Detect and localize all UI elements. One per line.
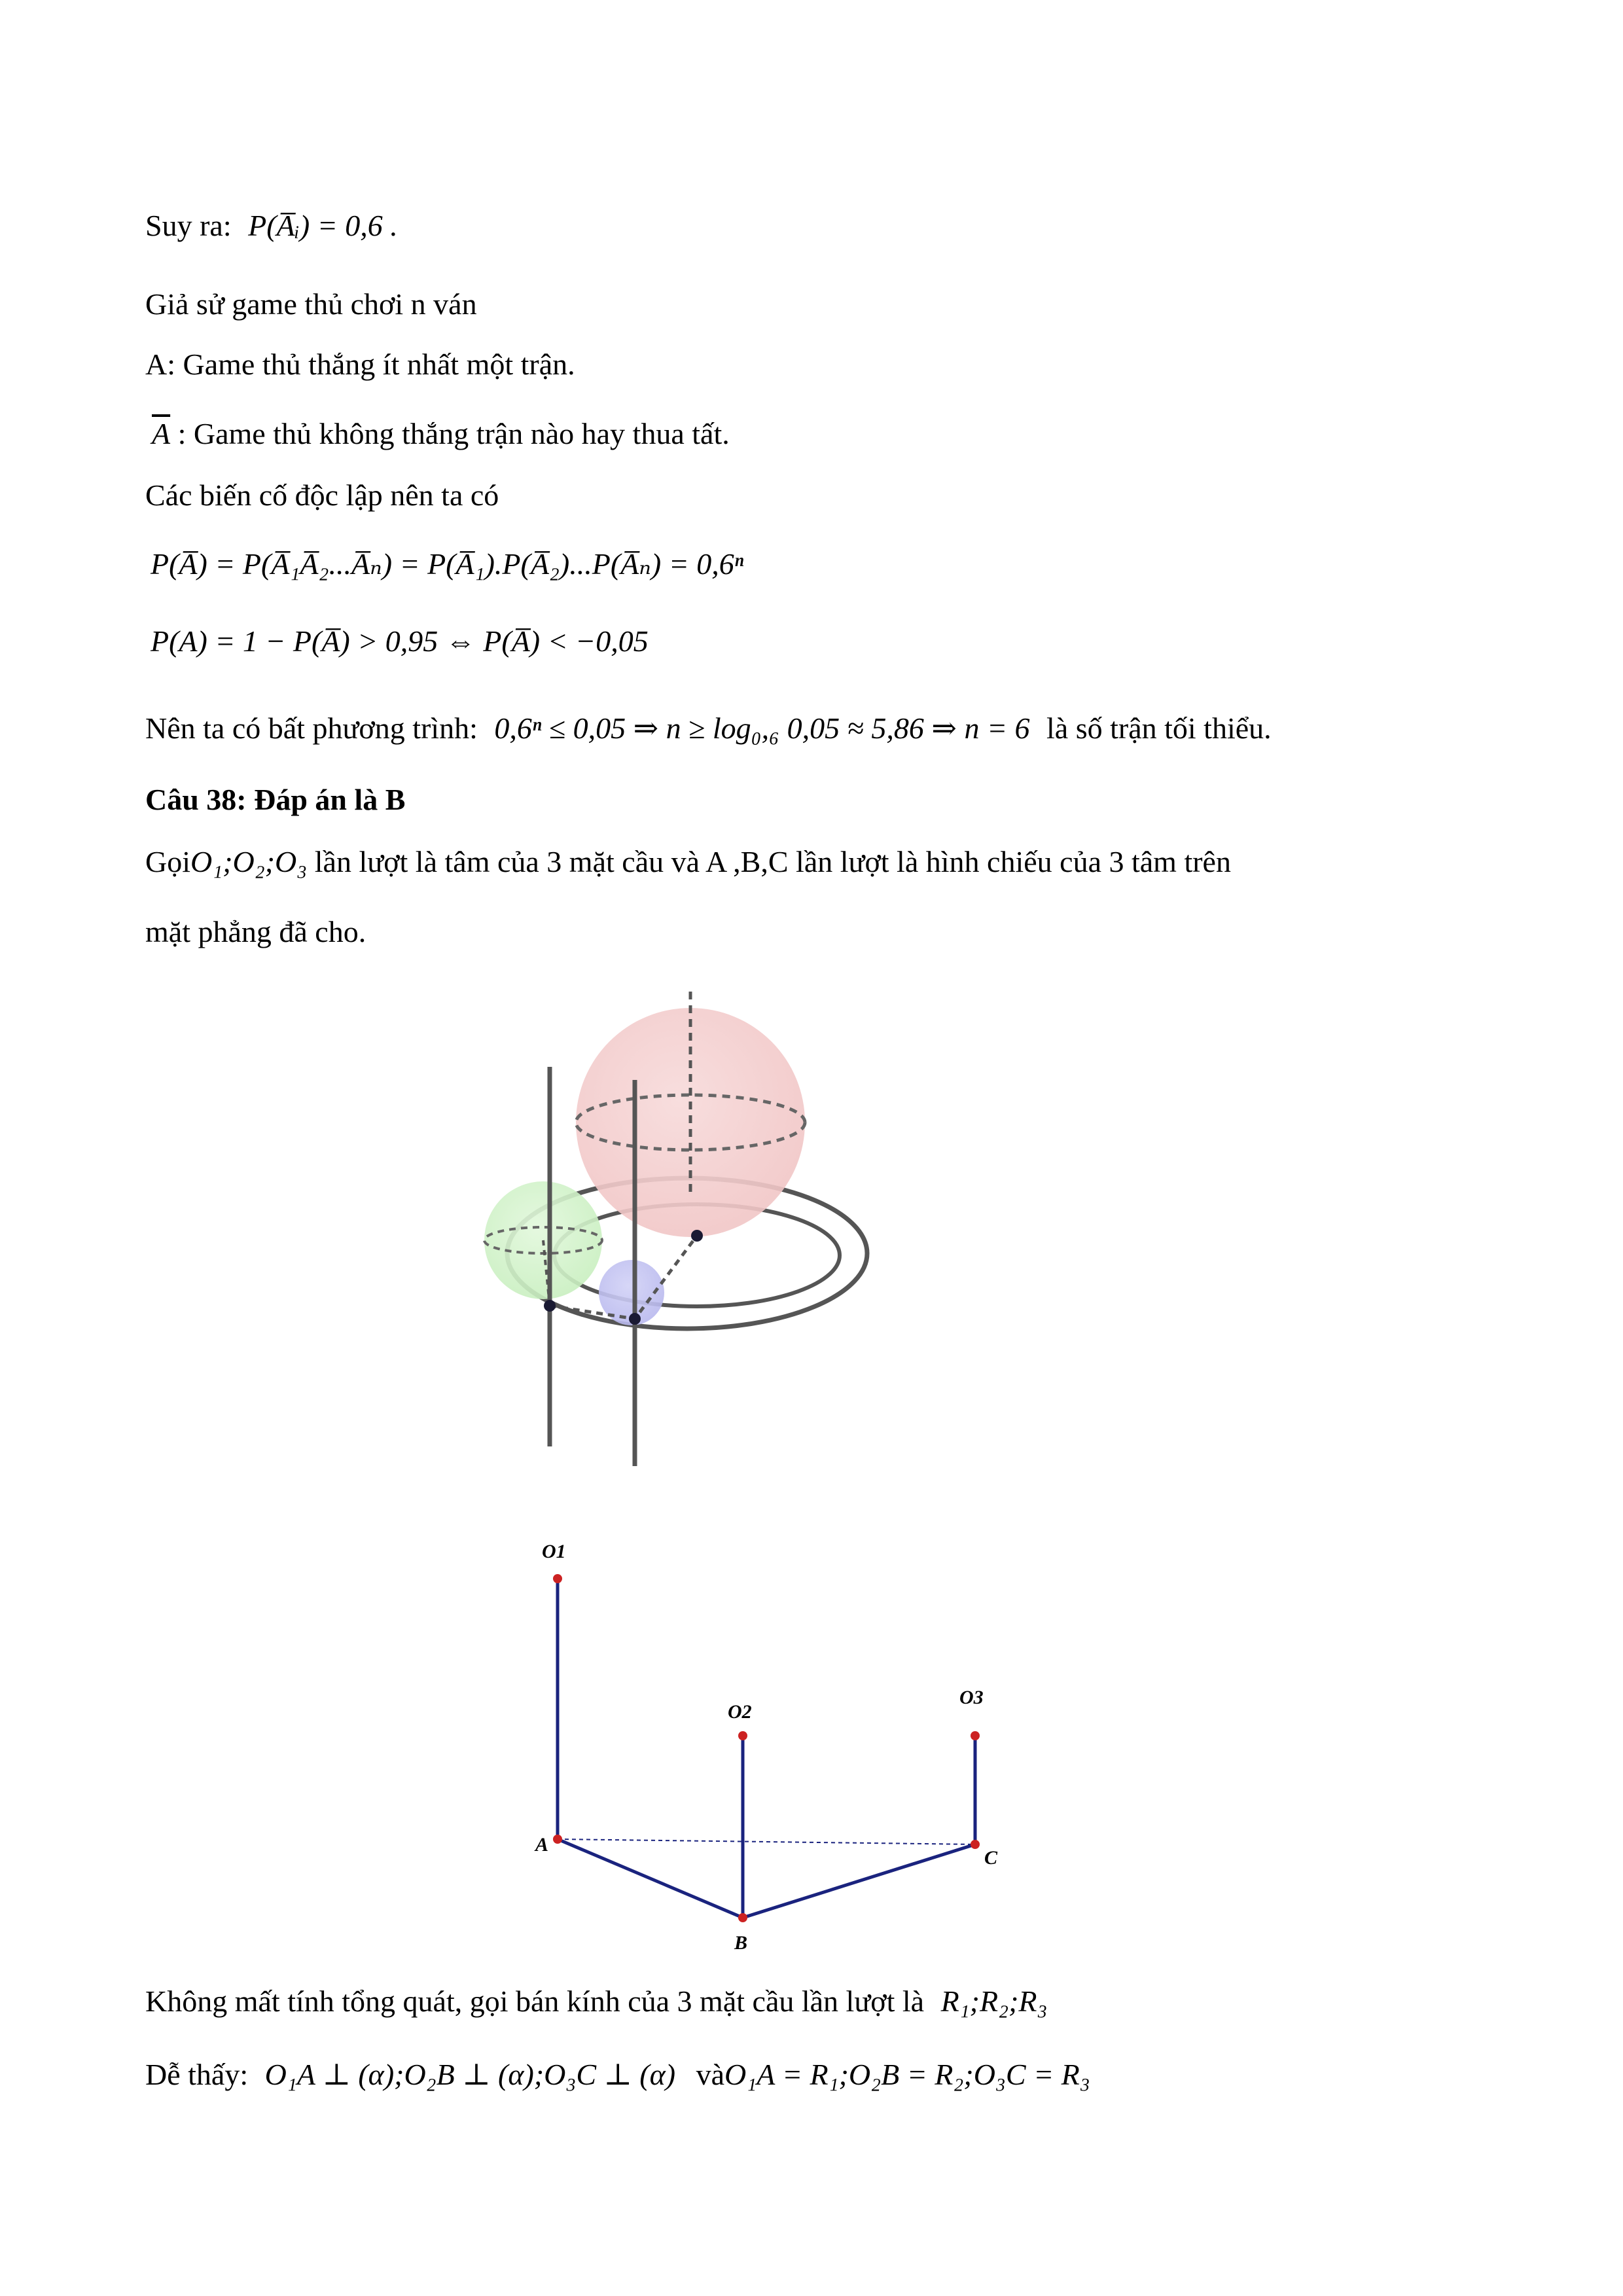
goi-text: lần lượt là tâm của 3 mặt cầu và A ,B,C lần lượt là hình chiếu của 3 tâm trên — [307, 845, 1231, 878]
de-thay-label: Dễ thấy: — [145, 2058, 249, 2091]
label-b: B — [734, 1932, 748, 1950]
not-a-symbol: $\overline{A}$ — [152, 417, 171, 450]
label-a: A — [535, 1834, 549, 1856]
point-o3 — [971, 1731, 980, 1740]
point-b — [738, 1913, 747, 1922]
de-thay-formula-1: O₁A ⊥ (α);O₂B ⊥ (α);O₃C ⊥ (α) — [264, 2058, 676, 2091]
segment-bc — [743, 1844, 975, 1918]
equation-2: P(A) = 1 − P(A̅) > 0,95 ⇔ P(A̅) < −0,05 — [151, 624, 649, 658]
projection-diagram — [517, 1532, 1041, 1950]
goi-prefix: Gọi — [145, 845, 190, 878]
label-o3: O3 — [959, 1687, 984, 1708]
suy-ra-formula: P(A̅ᵢ) = 0,6 . — [248, 209, 398, 242]
khong-mat-line — [145, 1982, 1048, 2021]
goi-centers: O₁;O₂;O₃ — [190, 845, 308, 878]
segment-ab — [558, 1839, 743, 1918]
inequality-line — [145, 709, 1272, 748]
khong-mat-text: Không mất tính tổng quát, gọi bán kính của 3 mặt cầu lần lượt là — [145, 1984, 925, 2018]
equation-1: P(A̅) = P(A̅₁A̅₂...A̅ₙ) = P(A̅₁).P(A̅₂)...P(A̅ₙ) = 0,6ⁿ — [151, 547, 744, 581]
independent-line: Các biến cố độc lập nên ta có — [145, 478, 499, 512]
point-a-dark — [544, 1300, 556, 1312]
spheres-diagram — [471, 988, 890, 1479]
suy-ra-label: Suy ra: — [145, 209, 232, 242]
label-o2: O2 — [728, 1701, 752, 1723]
de-thay-formula-2: O₁A = R₁;O₂B = R₂;O₃C = R₃ — [724, 2058, 1090, 2091]
gia-su-line: Giả sử game thủ chơi n ván — [145, 287, 477, 321]
point-o2 — [738, 1731, 747, 1740]
label-o1: O1 — [542, 1541, 566, 1562]
point-o1 — [553, 1574, 562, 1583]
point-a — [553, 1835, 562, 1844]
de-thay-va: và — [696, 2058, 724, 2091]
khong-mat-formula: R₁;R₂;R₃ — [940, 1984, 1048, 2018]
goi-line-2: mặt phẳng đã cho. — [145, 915, 366, 948]
event-not-a-line — [145, 414, 730, 454]
segment-ac-dashed — [558, 1839, 975, 1844]
not-a-text: : Game thủ không thắng trận nào hay thua tất. — [170, 417, 730, 450]
label-c: C — [984, 1847, 998, 1869]
point-c-dark — [691, 1230, 703, 1242]
suy-ra-line — [145, 206, 398, 245]
de-thay-line — [145, 2055, 1090, 2094]
question-heading: Câu 38: Đáp án là B — [145, 783, 406, 816]
inequality-formula: 0,6ⁿ ≤ 0,05 ⇒ n ≥ log₀,₆ 0,05 ≈ 5,86 ⇒ n = 6 — [494, 711, 1030, 745]
point-c — [971, 1840, 980, 1849]
event-a-line: A: Game thủ thắng ít nhất một trận. — [145, 348, 575, 381]
point-b-dark — [629, 1313, 641, 1325]
inequality-end: là số trận tối thiểu. — [1046, 711, 1272, 745]
inequality-intro: Nên ta có bất phương trình: — [145, 711, 478, 745]
goi-line — [145, 842, 1231, 882]
